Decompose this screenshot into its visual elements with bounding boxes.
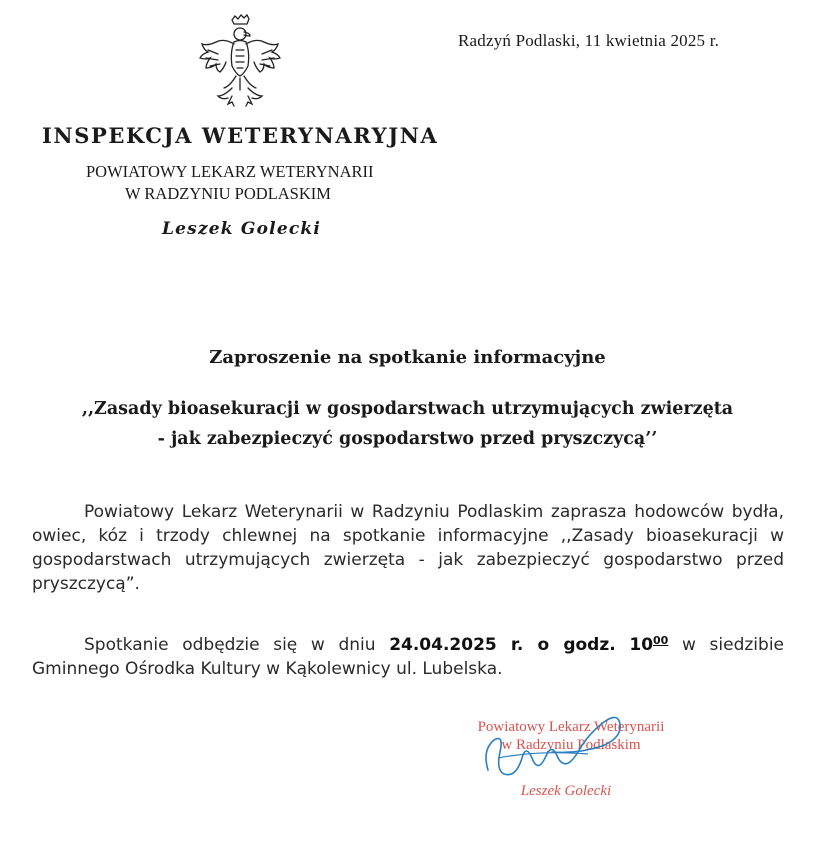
stamp-line-2: w Radzyniu Podlaskim — [501, 737, 641, 753]
meeting-topic-line-1: ,,Zasady bioasekuracji w gospodarstwach utrzymujących zwierzęta — [81, 399, 734, 419]
office-line-1: POWIATOWY LEKARZ WETERYNARII — [86, 162, 374, 181]
office-line-2: W RADZYNIU PODLASKIM — [125, 184, 331, 203]
meeting-details-paragraph — [32, 629, 784, 681]
meeting-hour-value: 10 — [629, 635, 654, 655]
stamp-name: Leszek Golecki — [520, 783, 612, 799]
polish-eagle-emblem-icon — [196, 14, 284, 108]
stamp-line-1: Powiatowy Lekarz Weterynarii — [477, 719, 665, 735]
handwritten-signature — [468, 700, 668, 800]
meeting-date: 24.04.2025 r. o godz. — [389, 635, 616, 655]
meeting-minutes: 00 — [653, 634, 669, 647]
document-heading: Zaproszenie na spotkanie informacyjne — [209, 347, 606, 368]
organization-title: INSPEKCJA WETERYNARYJNA — [42, 123, 439, 148]
place-and-date: Radzyń Podlaski, 11 kwietnia 2025 r. — [458, 31, 720, 50]
invitation-paragraph: Powiatowy Lekarz Weterynarii w Radzyniu Podlaskim zaprasza hodowców bydła, owiec, kóz i trzody chlewnej na spotkanie informacyjne ,,Zasady bioasekuracji w gospodarstwach utrzymujących zwierzęta - jak zabezpieczyć gospodarstwo przed pryszczycą”. — [32, 502, 784, 594]
meeting-hour — [629, 635, 668, 655]
meeting-topic-line-2: - jak zabezpieczyć gospodarstwo przed pryszczycą’’ — [157, 429, 658, 449]
officer-name: Leszek Golecki — [162, 219, 322, 239]
meeting-intro: Spotkanie odbędzie się w dniu — [84, 635, 376, 655]
meeting-topic — [0, 394, 815, 454]
meeting-location: w siedzibie Gminnego Ośrodka Kultury w Kąkolewnicy ul. Lubelska. — [32, 635, 785, 679]
